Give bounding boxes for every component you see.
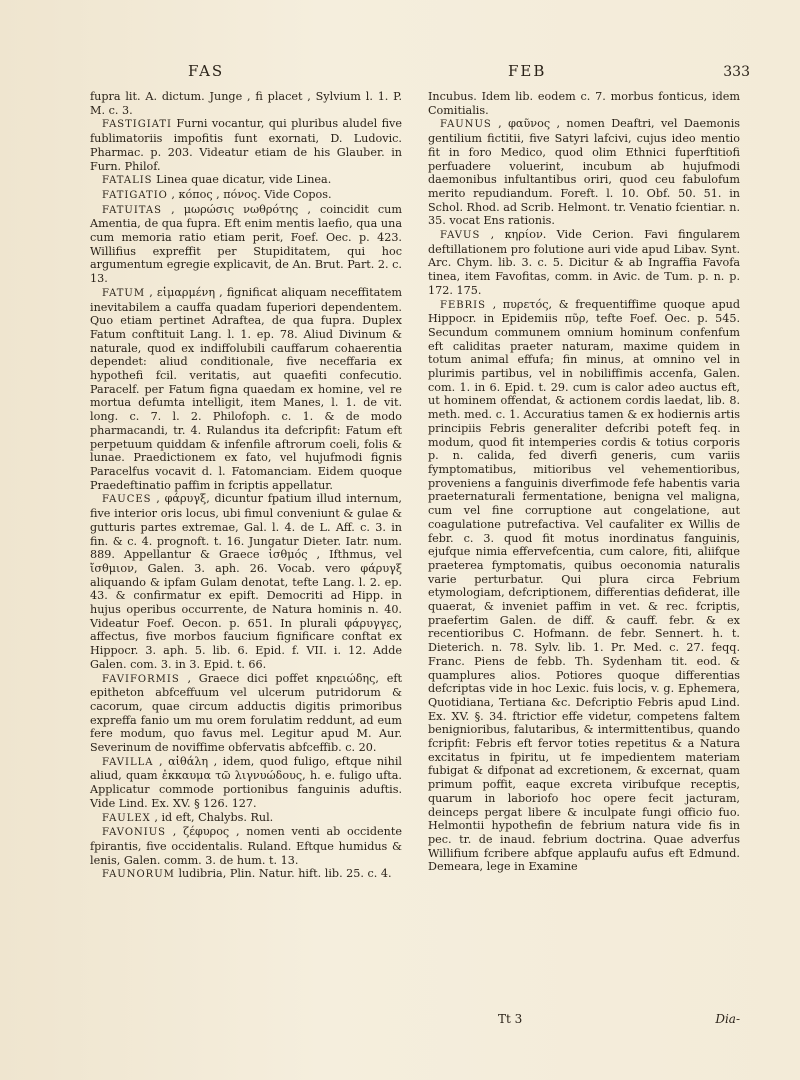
entry-text: , κόπος , πόνος. Vide Copos. <box>171 187 332 201</box>
entry-text: , φάρυγξ, dicuntur fpatium illud internum, five interior oris locus, ubi fimul conveniunt & gulae & gutturis partes extremae, Gal. l. 4. de L. Aff. c. 3. in fin. & c. 4. prognoft. t. 16. Jungatur Dieter. Iatr. num. 889. Appellantur & Graece ἰσθμός , Ifthmus, vel ἴσθμιον, Galen. 3. aph. 26. Vocab. vero φάρυγξ aliquando & ipfam Gulam denotat, tefte Lang. l. 2. ep. 43. & confirmatur ex epift. Democriti ad Hipp. in hujus operibus occurrente, de Natura hominis n. 40. Videatur Foef. Oecon. p. 651. In plurali φάρυγγες, affectus, five morbos faucium fignificare conftat ex Hippocr. 3. aph. 5. lib. 6. Epid. f. VII. i. 12. Adde Galen. com. 3. in 3. Epid. t. 66. <box>90 492 402 671</box>
entry-headword: FATIGATIO <box>102 189 168 201</box>
entry-paragraph <box>90 492 402 671</box>
entry-paragraph <box>428 90 740 117</box>
entry-text: , κηρίον. Vide Cerion. Favi fingularem deftillationem pro folutione auri vide apud Libav. Synt. Arc. Chym. lib. 3. c. 5. Dicitur & ab Ingraffia Favofa tinea, item Favofitas, comm. in Avic. de Tum. p. n. p. 172. 175. <box>428 228 740 297</box>
entry-text: Furni vocantur, qui pluribus aludel five fublimatoriis impofitis funt exornati, D. Ludovic. Pharmac. p. 203. Videatur etiam de his Glauber. in Furn. Philof. <box>90 117 403 173</box>
entry-headword: FATUM <box>102 287 146 299</box>
running-title-right: FEB <box>508 62 547 80</box>
entry-paragraph <box>90 173 402 188</box>
entry-headword: FAULEX <box>102 812 151 824</box>
entry-text: , εἱμαρμένη , fignificat aliquam neceffitatem inevitabilem a cauffa quadam fuperiori dependentem. Quo etiam pertinet Adraftea, de qua fupra. Duplex Fatum conftituit Lang. l. 1. ep. 78. Aliud Divinum & naturale, quod ex indiffolubili cauffarum cohaerentia dependet: aliud conditionale, five neceffaria ex hypothefi fcil. veritatis, aut quaefiti confecutio. Paracelf. per Fatum figna quaedam ex homine, vel re mortua defumta intelligit, item Manes, l. 1. de vit. long. c. 7. l. 2. Philofoph. c. 1. & de modo pharmacandi, tr. 4. Rulandus ita defcripfit: Fatum eft perpetuum quiddam & infenfile aftrorum coeli, folis & lunae. Praedictionem ex fato, vel hujufmodi fignis Paracelfus vocavit d. l. Fatomanciam. Eidem quoque Praedeftinatio paffim in fcriptis appellatur. <box>90 285 402 492</box>
entry-paragraph <box>90 811 402 826</box>
entry-text: , πυρετός, & frequentiffime quoque apud Hippocr. in Epidemiis πῦρ, tefte Foef. Oec. p. 545. Secundum communem omnium hominum confenfum eft caliditas praeter naturam, maxime quidem in totum animal effufa; fin minus, at omnino vel in plurimis partibus, vel in nobiliffimis accenfa, Galen. com. 1. in 6. Epid. t. 29. cum is calor adeo auctus eft, ut hominem offendat, & actionem cordis laedat, lib. 8. meth. med. c. 1. Accuratius tamen & ex hodiernis artis principiis Febris generaliter defcribi poteft feq. in modum, quod fit intemperies cordis & totius corporis p. n. calida, fed diverfi generis, cum variis fymptomatibus, mitioribus vel vehementioribus, proveniens a fanguinis diverfimode fefe habentis varia praeternaturali fermentatione, benigna vel maligna, cum vel fine corruptione aut congelatione, aut coagulatione putrefactiva. Vel caufaliter ex Willis de febr. c. 3. quod fit motus inordinatus fanguinis, ejufque nimia effervefcentia, cum calore, fiti, aliifque praeterea fymptomatis, quibus oeconomia naturalis varie perturbatur. Qui plura circa Febrium etymologiam, defcriptionem, differentias defiderat, ille quaerat, & inveniet paffim in vet. & rec. fcriptis, praefertim Galen. de diff. & cauff. febr. & ex recentioribus C. Hofmann. de febr. Sennert. h. t. Dieterich. n. 78. Sylv. lib. 1. Pr. Med. c. 27. feqq. Franc. Piens de febb. Th. Sydenham tit. eod. & quamplures alios. Potiores quoque differentias defcriptas vide in hoc Lexic. fuis locis, v. g. Ephemera, Quotidiana, Tertiana &c. Defcriptio Febris apud Lind. Ex. XV. §. 34. ftrictior effe videtur, competens faltem benignioribus, falutaribus, & intermittentibus, quando fcripfit: Febris eft fervor toties repetitus & a Natura excitatus in fpiritu, ut fe impedientem materiam fubigat & difponat ad excretionem, & excernat, quam primum poffit, eaque excreta viribufque receptis, quarum in laboriofo hoc opere fecit jacturam, deinceps pergat libere & inculpate fungi officio fuo. Helmontii hypothefin de febrium natura vide fis in pec. tr. de inaud. febrium doctrina. Quae adverfus Willifium fcribere abfque applaufu aufus eft Edmund. Demeara, lege in Examine <box>428 297 740 874</box>
entry-paragraph <box>428 117 740 228</box>
entry-headword: FAVONIUS <box>102 827 167 839</box>
entry-headword: FEBRIS <box>440 299 486 311</box>
entry-text: , Graece dici poffet κηρειώδης, eft epitheton abfceffuum vel ulcerum putridorum & cacorum, quae circum adductis digitis primoribus expreffa fanio um mu orem forulatim reddunt, ad eum fere modum, quo favus mel. Legitur apud M. Aur. Severinum de noviffime obfervatis abfceffib. c. 20. <box>90 671 402 755</box>
entry-text: ludibria, Plin. Natur. hift. lib. 25. c. 4. <box>178 867 392 881</box>
entry-paragraph <box>90 188 402 203</box>
entry-headword: FASTIGIATI <box>102 119 172 131</box>
entry-paragraph <box>90 286 402 493</box>
page-footer <box>428 1012 740 1028</box>
entry-paragraph <box>90 672 402 755</box>
left-column <box>90 90 402 882</box>
entry-paragraph <box>428 228 740 298</box>
entry-text: Incubus. Idem lib. eodem c. 7. morbus fonticus, idem Comitialis. <box>428 90 740 117</box>
entry-headword: FAUCES <box>102 494 152 506</box>
entry-headword: FAVILLA <box>102 756 154 768</box>
entry-headword: FAUNUS <box>440 119 492 131</box>
entry-text: , ζέφυρος , nomen venti ab occidente fpirantis, five occidentalis. Ruland. Eftque humidus & lenis, Galen. comm. 3. de hum. t. 13. <box>90 825 402 867</box>
entry-paragraph <box>90 117 402 173</box>
catchword: Dia- <box>715 1012 740 1026</box>
entry-headword: FATALIS <box>102 175 153 187</box>
entry-text: , id eft, Chalybs. Rul. <box>154 810 274 824</box>
signature-mark: Tt 3 <box>498 1012 523 1026</box>
entry-text: fupra lit. A. dictum. Junge , fi placet , Sylvium l. 1. P. M. c. 3. <box>90 90 402 117</box>
entry-headword: FAUNORUM <box>102 869 175 881</box>
entry-headword: FATUITAS <box>102 204 162 216</box>
page-number: 333 <box>723 64 750 80</box>
entry-headword: FAVUS <box>440 230 481 242</box>
entry-paragraph <box>90 867 402 882</box>
entry-text: Linea quae dicatur, vide Linea. <box>156 173 332 187</box>
entry-paragraph <box>90 203 402 286</box>
right-column <box>428 90 740 874</box>
entry-paragraph <box>428 298 740 875</box>
entry-paragraph <box>90 755 402 811</box>
entry-paragraph <box>90 825 402 867</box>
entry-headword: FAVIFORMIS <box>102 673 180 685</box>
running-header <box>88 62 750 90</box>
entry-text: , μωρώσις νωθρότης , coincidit cum Amentia, de qua fupra. Eft enim mentis laefio, qua una cum memoria ratio etiam perit, Foef. Oec. p. 423. Willifius expreffit per Stupiditatem, qui hoc argumentum egregie explicavit, de An. Brut. Part. 2. c. 13. <box>90 202 402 286</box>
entry-paragraph <box>90 90 402 117</box>
entry-text: , φαῦνος , nomen Deaftri, vel Daemonis gentilium fictitii, five Satyri lafcivi, cujus ideo mentio fit in foro Medico, quod olim Ethnici fuperftitiofi perfuadere voluerint, incubum ab hujufmodi daemonibus infultantibus oriri, quod ceu fabulofum merito repudiandum. Foreft. l. 10. Obf. 50. 51. in Schol. Rhod. ad Scrib. Helmont. tr. Venatio fcientiar. n. 35. vocat Ens rationis. <box>428 117 741 228</box>
entry-text: , αἰθάλη , idem, quod fuligo, eftque nihil aliud, quam ἐκκαυμα τῶ λιγνυώδους, h. e. fuligo ufta. Applicatur commode portionibus fanguinis aduftis. Vide Lind. Ex. XV. § 126. 127. <box>90 754 402 810</box>
running-title-left: FAS <box>188 62 225 80</box>
